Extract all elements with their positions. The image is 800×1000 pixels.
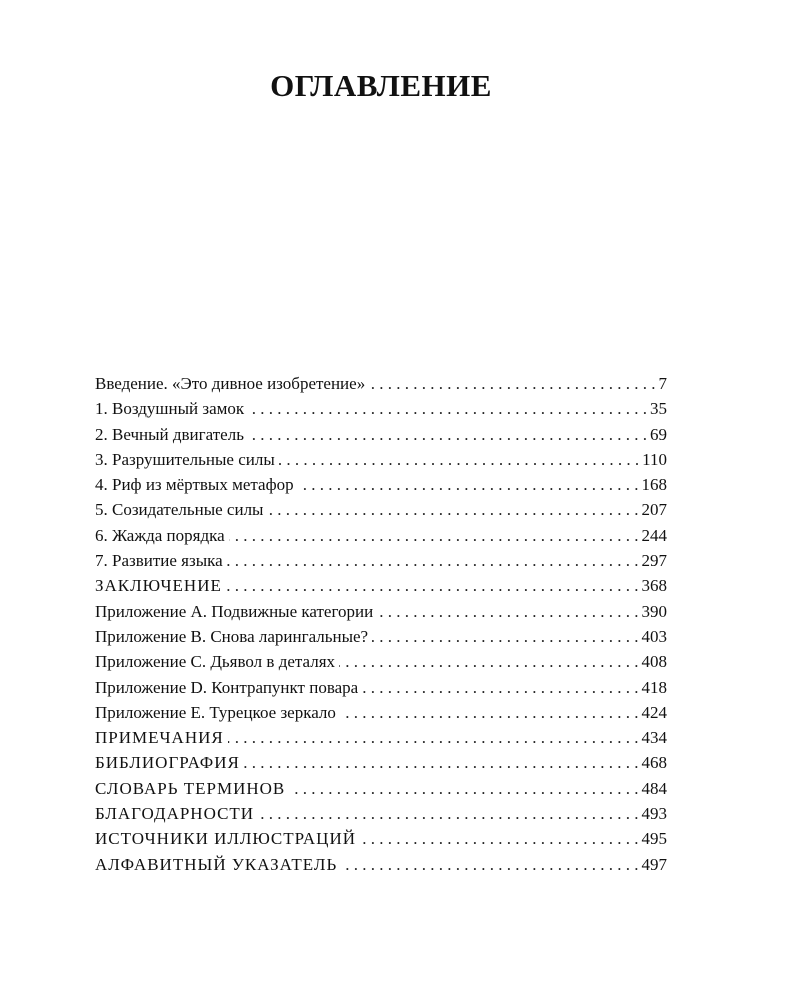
toc-entry-title: ЗАКЛЮЧЕНИЕ	[95, 576, 222, 596]
toc-entry-page-number: 468	[641, 753, 667, 773]
toc-entry[interactable]	[95, 523, 667, 548]
dot-leader	[289, 776, 638, 801]
toc-entry[interactable]	[95, 624, 667, 649]
toc-entry-page-number: 418	[641, 677, 667, 697]
toc-entry-page-number: 35	[650, 399, 667, 419]
dot-leader	[228, 725, 639, 750]
toc-entry-title: ПРИМЕЧАНИЯ	[95, 728, 224, 748]
dot-leader	[244, 750, 639, 775]
toc-entry[interactable]	[95, 371, 667, 396]
toc-entry[interactable]	[95, 852, 667, 877]
dot-leader	[341, 852, 638, 877]
toc-entry-title: 3. Разрушительные силы	[95, 449, 275, 469]
toc-entry[interactable]	[95, 599, 667, 624]
toc-entry-title: 5. Созидательные силы	[95, 500, 264, 520]
dot-leader	[248, 422, 647, 447]
dot-leader	[360, 826, 638, 851]
toc-entry-page-number: 403	[641, 626, 667, 646]
toc-entry-page-number: 69	[650, 424, 667, 444]
toc-entry-title: 1. Воздушный замок	[95, 399, 245, 419]
toc-entry-page-number: 244	[641, 525, 667, 545]
toc-entry-title: 7. Развитие языка	[95, 551, 223, 571]
toc-entry-title: 2. Вечный двигатель	[95, 424, 244, 444]
toc-entry[interactable]	[95, 826, 667, 851]
toc-entry-page-number: 408	[641, 652, 667, 672]
toc-entry-page-number: 7	[658, 374, 667, 393]
toc-entry[interactable]	[95, 573, 667, 598]
dot-leader	[226, 573, 639, 598]
toc-entry[interactable]	[95, 548, 667, 573]
toc-entry[interactable]	[95, 497, 667, 522]
dot-leader	[229, 523, 639, 548]
toc-entry-title: БЛАГОДАРНОСТИ	[95, 804, 255, 824]
toc-entry[interactable]	[95, 801, 667, 826]
toc-entry-page-number: 207	[641, 500, 667, 520]
toc-entry-title: Приложение D. Контрапункт повара	[95, 677, 359, 697]
toc-entry-title: БИБЛИОГРАФИЯ	[95, 753, 240, 773]
dot-leader	[377, 599, 638, 624]
toc-entry[interactable]	[95, 776, 667, 801]
toc-entry-title: 6. Жажда порядка	[95, 525, 225, 545]
toc-entry[interactable]	[95, 396, 667, 421]
dot-leader	[227, 548, 639, 573]
toc-entry[interactable]	[95, 447, 667, 472]
dot-leader	[339, 649, 638, 674]
dot-leader	[369, 371, 655, 396]
toc-entry-page-number: 110	[642, 449, 667, 469]
dot-leader	[258, 801, 638, 826]
toc-entry-page-number: 297	[641, 551, 667, 571]
toc-entry-title: АЛФАВИТНЫЙ УКАЗАТЕЛЬ	[95, 854, 338, 874]
toc-entry-page-number: 493	[641, 804, 667, 824]
toc-entry[interactable]	[95, 422, 667, 447]
toc-entry-title: Приложение C. Дьявол в деталях	[95, 652, 336, 672]
dot-leader	[362, 675, 638, 700]
toc-entry-page-number: 497	[641, 854, 667, 874]
toc-entry[interactable]	[95, 750, 667, 775]
toc-entry[interactable]	[95, 725, 667, 750]
toc-entry-title: 4. Риф из мёртвых метафор	[95, 475, 294, 495]
toc-entry-page-number: 424	[641, 702, 667, 722]
page-title: ОГЛАВЛЕНИЕ	[270, 68, 492, 103]
toc-entry-page-number: 484	[641, 778, 667, 798]
dot-leader	[372, 624, 638, 649]
toc-entry[interactable]	[95, 675, 667, 700]
table-of-contents	[95, 371, 667, 877]
toc-entry[interactable]	[95, 649, 667, 674]
dot-leader	[248, 396, 647, 421]
dot-leader	[267, 497, 638, 522]
dot-leader	[279, 447, 639, 472]
toc-entry-page-number: 368	[641, 576, 667, 596]
toc-entry-page-number: 390	[641, 601, 667, 621]
toc-entry-title: Введение. «Это дивное изобретение»	[95, 374, 366, 393]
toc-entry-page-number: 495	[641, 829, 667, 849]
toc-entry-page-number: 434	[641, 728, 667, 748]
dot-leader	[298, 472, 639, 497]
toc-entry-title: Приложение B. Снова ларингальные?	[95, 626, 369, 646]
toc-entry-title: СЛОВАРЬ ТЕРМИНОВ	[95, 778, 286, 798]
toc-entry-title: ИСТОЧНИКИ ИЛЛЮСТРАЦИЙ	[95, 829, 357, 849]
dot-leader	[340, 700, 639, 725]
toc-entry[interactable]	[95, 700, 667, 725]
toc-entry-title: Приложение A. Подвижные категории	[95, 601, 374, 621]
toc-entry-title: Приложение E. Турецкое зеркало	[95, 702, 336, 722]
toc-entry-page-number: 168	[641, 475, 667, 495]
toc-entry[interactable]	[95, 472, 667, 497]
